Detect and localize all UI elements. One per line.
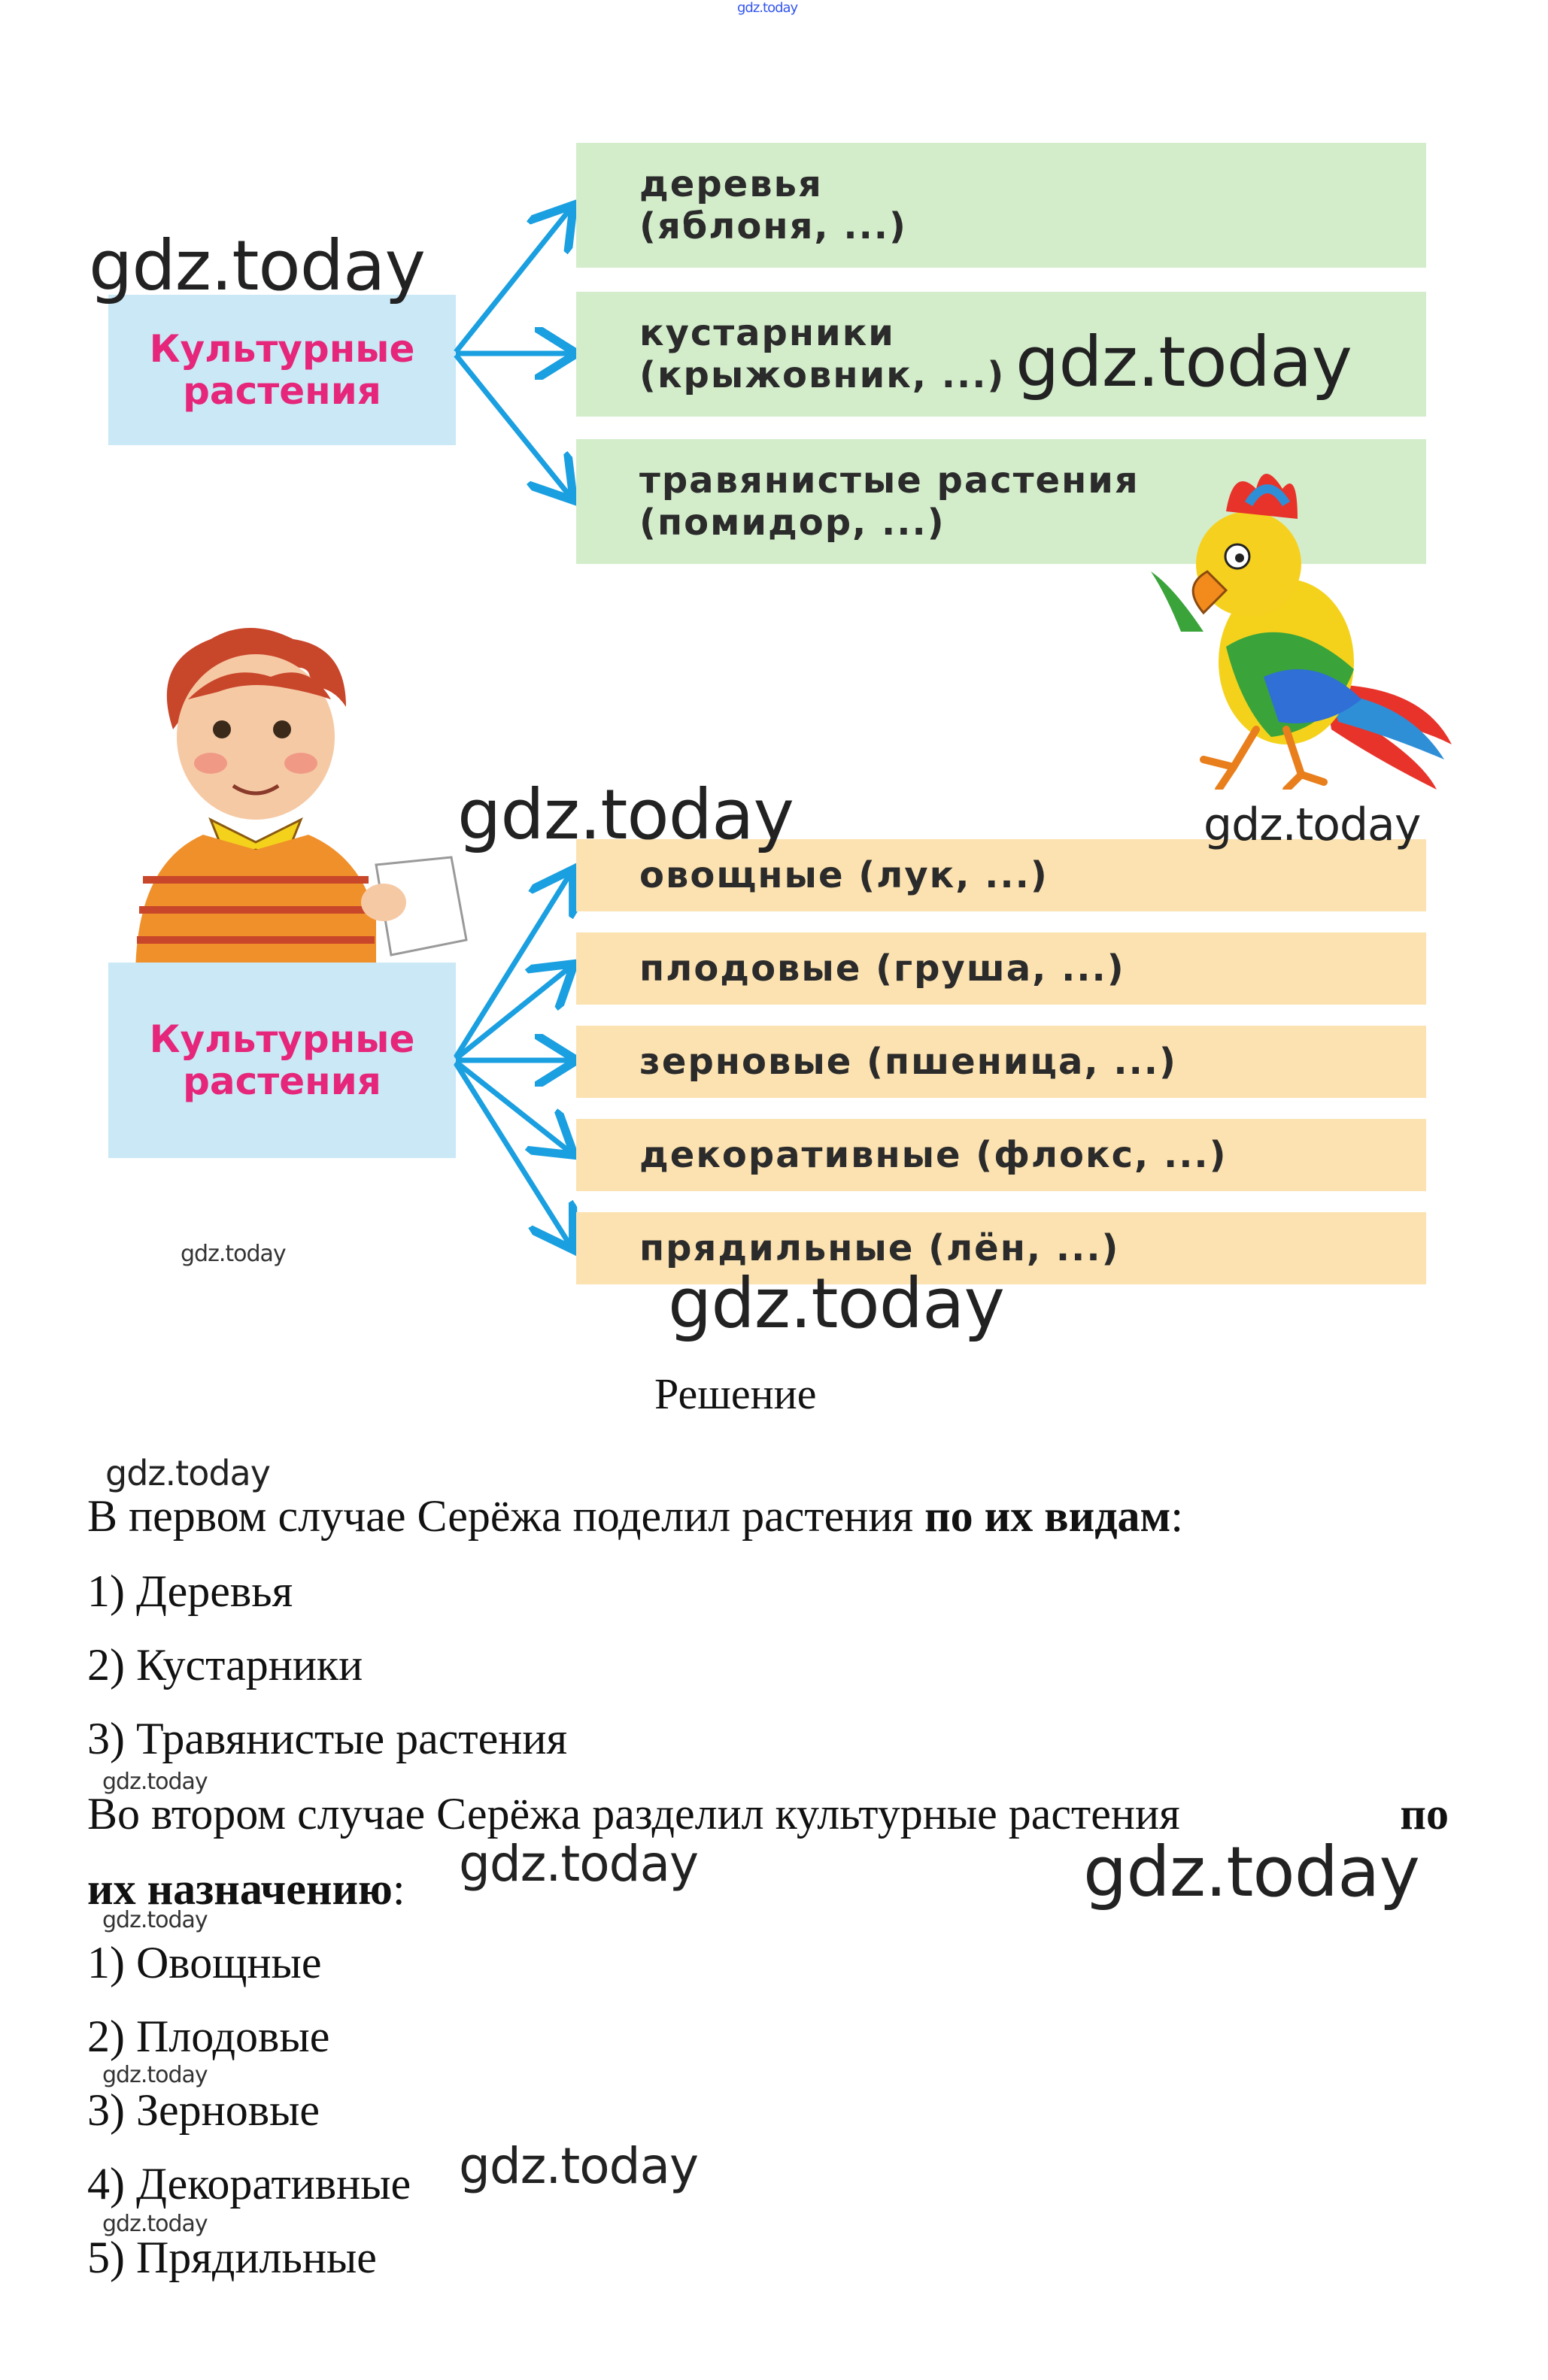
list-item: 1) Деревья <box>87 1566 293 1616</box>
paragraph-second-colon: : <box>392 1864 405 1914</box>
watermark: gdz.today <box>105 1453 270 1493</box>
paragraph-first-bold: по их видам <box>924 1491 1171 1541</box>
paragraph-second-text: Во втором случае Серёжа разделил культурные растения <box>87 1789 1180 1839</box>
list-item: 3) Зерновые <box>87 2085 320 2135</box>
list-item: 4) Декоративные <box>87 2159 411 2209</box>
arrow-to-decorative <box>456 1062 570 1152</box>
watermark: gdz.today <box>668 1263 1004 1344</box>
watermark: gdz.today <box>1083 1832 1419 1912</box>
watermark: gdz.today <box>181 1241 286 1267</box>
watermark: gdz.today <box>102 2211 208 2237</box>
list-item: 2) Кустарники <box>87 1640 363 1690</box>
watermark: gdz.today <box>102 1769 208 1795</box>
arrow-to-herbs <box>456 355 570 496</box>
category-grain-text: зерновые (пшеница, ...) <box>639 1041 1177 1083</box>
paragraph-first-colon: : <box>1170 1491 1184 1541</box>
list-item: 1) Овощные <box>87 1938 322 1987</box>
category-box-fruit <box>576 932 1426 1005</box>
arrow-to-vegetables <box>456 874 570 1057</box>
paragraph-second-bold-2: их назначению <box>87 1864 393 1914</box>
watermark: gdz.today <box>459 1835 699 1893</box>
category-box-grain <box>576 1026 1426 1098</box>
category-shrubs-name: кустарники <box>639 312 895 354</box>
watermark: gdz.today <box>1015 322 1352 402</box>
paragraph-first-case <box>87 1490 1183 1542</box>
list-item: 5) Прядильные <box>87 2233 377 2282</box>
source-label-line1: Культурные <box>149 327 415 371</box>
category-box-trees <box>576 143 1426 268</box>
category-herbs-example: (помидор, ...) <box>639 502 945 544</box>
watermark: gdz.today <box>457 775 794 855</box>
source-label-line2: растения <box>183 1060 381 1103</box>
source-label-line1: Культурные <box>149 1017 415 1061</box>
watermark-top: gdz.today <box>737 0 798 16</box>
category-decorative-text: декоративные (флокс, ...) <box>639 1134 1228 1176</box>
category-fruit-text: плодовые (груша, ...) <box>639 947 1125 990</box>
paragraph-second-bold-1: по <box>1400 1789 1449 1839</box>
list-item: 2) Плодовые <box>87 2012 330 2061</box>
watermark: gdz.today <box>89 226 425 306</box>
watermark: gdz.today <box>1203 799 1421 851</box>
category-trees-name: деревья <box>639 163 823 205</box>
source-label-line2: растения <box>183 369 381 413</box>
watermark: gdz.today <box>102 1907 208 1933</box>
arrow-to-fruit <box>456 967 570 1059</box>
paragraph-first-text: В первом случае Серёжа поделил растения <box>87 1491 925 1541</box>
category-herbs-name: травянистые растения <box>639 459 1140 502</box>
category-shrubs-example: (крыжовник, ...) <box>639 354 1006 396</box>
watermark: gdz.today <box>102 2062 208 2088</box>
category-vegetables-text: овощные (лук, ...) <box>639 854 1049 896</box>
category-trees-example: (яблоня, ...) <box>639 205 907 247</box>
solution-title: Решение <box>654 1369 817 1418</box>
list-item: 3) Травянистые растения <box>87 1714 568 1763</box>
arrow-to-trees <box>456 209 570 352</box>
category-box-decorative <box>576 1119 1426 1191</box>
parrot-illustration <box>1136 459 1459 790</box>
watermark: gdz.today <box>459 2137 699 2195</box>
arrow-to-fiber <box>456 1063 570 1245</box>
category-fiber-text: прядильные (лён, ...) <box>639 1227 1120 1269</box>
